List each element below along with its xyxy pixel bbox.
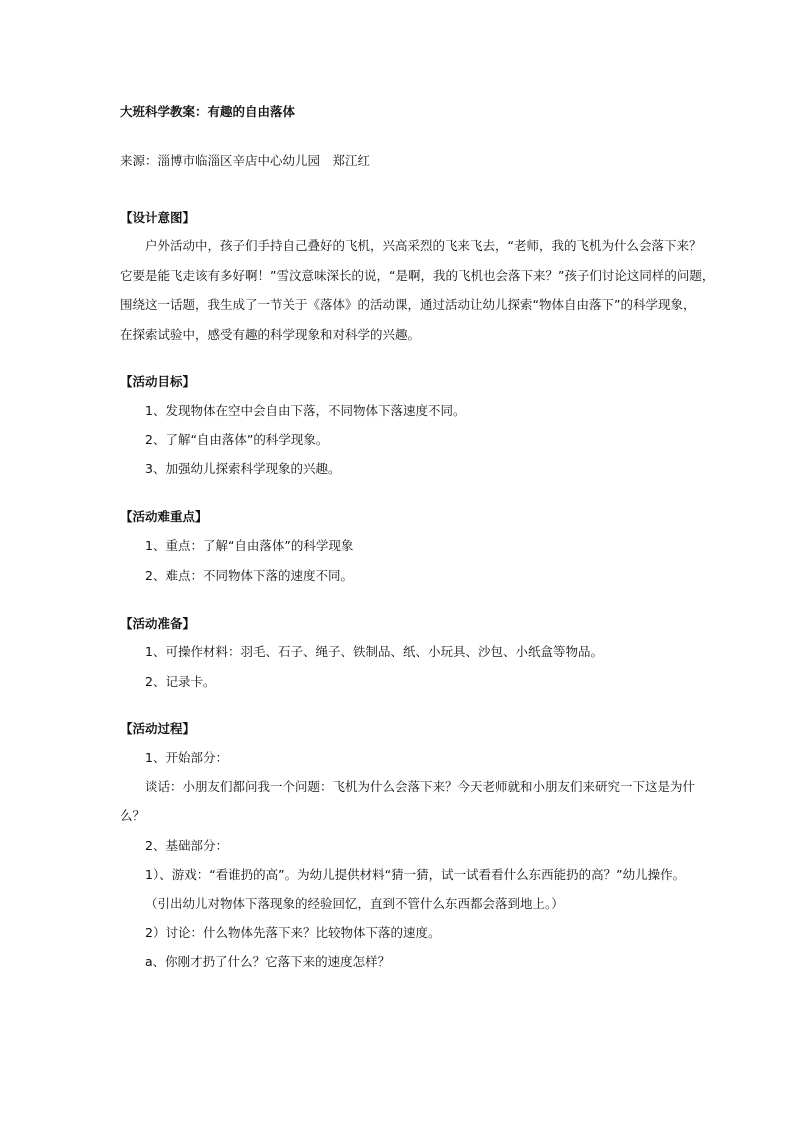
paragraph-line: 它要是能飞走该有多好啊！”雪汶意味深长的说，“是啊，我的飞机也会落下来？”孩子们讨论这同样的问题， [120, 268, 715, 283]
section-heading-process: 【活动过程】 [120, 721, 196, 736]
process-line: 么？ [120, 808, 146, 823]
list-item: 2、记录卡。 [145, 674, 216, 689]
list-item: 1、可操作材料：羽毛、石子、绳子、铁制品、纸、小玩具、沙包、小纸盒等物品。 [145, 644, 603, 659]
process-line: 2）讨论：什么物体先落下来？比较物体下落的速度。 [145, 925, 441, 940]
list-item: 2、难点：不同物体下落的速度不同。 [145, 568, 353, 583]
paragraph-line: 户外活动中，孩子们手持自己叠好的飞机，兴高采烈的飞来飞去，“老师，我的飞机为什么会落下来？ [145, 238, 702, 253]
list-item: 1、发现物体在空中会自由下落，不同物体下落速度不同。 [145, 403, 466, 418]
process-line: （引出幼儿对物体下落现象的经验回忆，直到不管什么东西都会落到地上。） [145, 896, 564, 911]
process-line: 1）、游戏：“看谁扔的高”。为幼儿提供材料“猜一猜，试一试看看什么东西能扔的高？”幼儿操作。 [145, 867, 686, 882]
section-heading-preparation: 【活动准备】 [120, 616, 196, 631]
process-line: 谈话：小朋友们都问我一个问题：飞机为什么会落下来？今天老师就和小朋友们来研究一下这是为什 [145, 779, 696, 794]
list-item: 2、了解“自由落体”的科学现象。 [145, 432, 329, 447]
process-line: a、你刚才扔了什么？它落下来的速度怎样？ [145, 954, 391, 969]
document-source: 来源：淄博市临淄区辛店中心幼儿园 郑江红 [120, 153, 371, 168]
section-heading-key-points: 【活动难重点】 [120, 509, 208, 524]
list-item: 3、加强幼儿探索科学现象的兴趣。 [145, 461, 341, 476]
list-item: 1、重点：了解“自由落体”的科学现象 [145, 538, 354, 553]
process-line: 2、基础部分： [145, 838, 228, 853]
section-heading-goals: 【活动目标】 [120, 374, 196, 389]
paragraph-line: 在探索试验中，感受有趣的科学现象和对科学的兴趣。 [120, 327, 421, 342]
document-title: 大班科学教案：有趣的自由落体 [120, 104, 296, 119]
paragraph-line: 围绕这一话题，我生成了一节关于《落体》的活动课，通过活动让幼儿探索“物体自由落下”的科学现象， [120, 297, 696, 312]
section-heading-design: 【设计意图】 [120, 210, 196, 225]
process-line: 1、开始部分： [145, 750, 228, 765]
